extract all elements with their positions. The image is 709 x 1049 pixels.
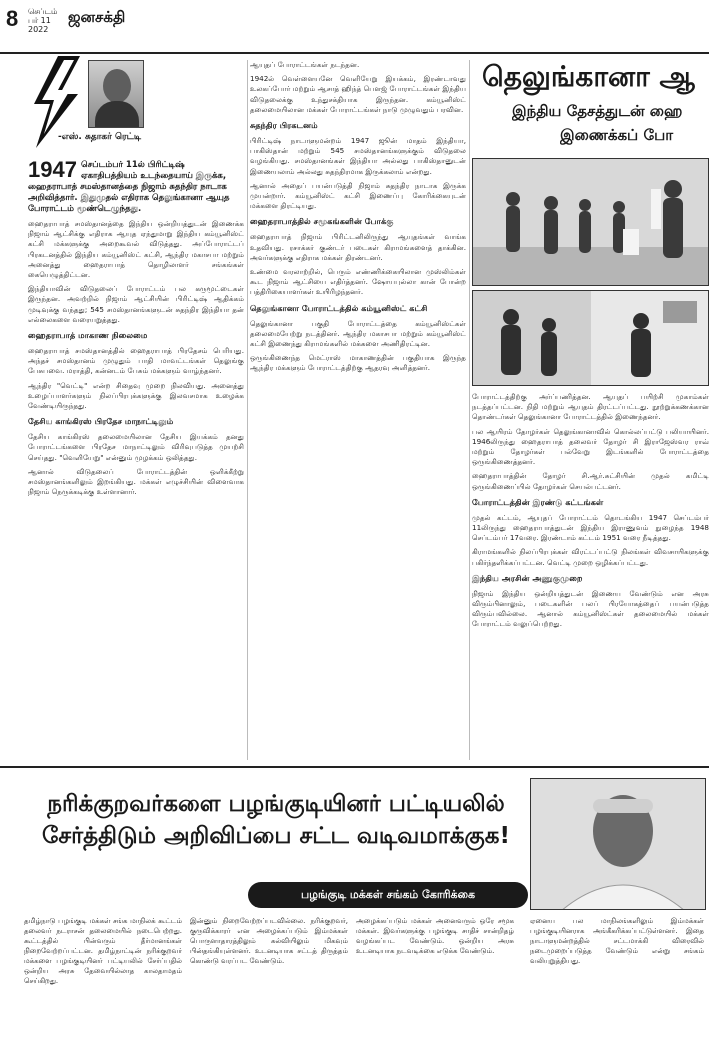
page-number: 8 [6,6,19,31]
banner-title: தெலுங்கானா ஆ [482,60,695,93]
paragraph: கிராமங்களில் நிலப்பிரபுக்கள் விரட்டப்பட்டு நிலங்கள் விவசாயிகளுக்கு பகிர்ந்தளிக்கப்பட்டன. வெட்டி முறை ஒழிக்கப்பட்டது. [472,547,709,567]
photo-illustration [531,779,706,910]
lead-text: செப்டம்பர் 11ல் பிரிட்டிஷ் ஏகாதிபத்தியம் உடந்தையாய் இருக்க, ஹைதராபாத் சமஸ்தானத்தை நிஜாம் சுதந்திர நாடாக அறிவித்தார். இதுமுதல் எதிராக தெலுங்கானா ஆயுத போராட்டம் மூண்டெழுந்தது. [28,160,230,214]
banner-subtitle: இந்திய தேசத்துடன் ஹை [512,102,683,120]
paper-name: ஜனசக்தி [68,8,126,26]
section-subhead: இந்திய அரசின் அணுகுமுறை [472,572,583,583]
paragraph: ஹைதராபாத் சமஸ்தானத்தில் ஹைதராபாத் பிரதேசம் பெரியது. அந்தச் சமஸ்தானம் முழுதும் பாதி மாவட்டங்கள் தெலுங்கு பேசுபவை. மராத்தி, கன்னடம் பேசும் மக்களும் வாழ்ந்தனர். [28,346,244,376]
paragraph: ஹைதராபாத் சமஸ்தானத்தை இந்திய ஒன்றியத்துடன் இணைக்க நிஜாம் ஆட்சிக்கு எதிராக ஆயுத ஏந்துமாறு இந்திய கம்யூனிஸ்ட் கட்சி மக்களுக்கு அறைகூவல் விடுத்தது. அப்போராட்டப் பிரகடனத்தில் இந்திய கம்யூனிஸ்ட் கட்சி, ஆந்திர மகாசபா மற்றும் அனைத்து ஹைதராபாத் தொழிலாளர் சங்கங்கள் கையெழுத்திட்டன. [28,219,244,280]
author-byline: -எஸ். சுதாகர் ரெட்டி [58,132,141,142]
bottom-column-text: இன்னும் நிறைவேற்றப்படவில்லை. நரிக்குறவர், குருவிக்காரர் என அழைக்கப்படும் இம்மக்கள் பொருளாதாரத்திலும் கல்வியிலும் மிகவும் பின்தங்கியுள்ளனர். உடனடியாக சட்டத் திருத்தம் கொண்டு வரப்பட வேண்டும். [190,917,348,965]
photo-illustration [473,159,709,286]
paragraph: ஆயுதப் போராட்டங்கள் நடந்தன. [250,60,360,69]
bottom-column-text: ஏனைய பல மாநிலங்களிலும் இம்மக்கள் பழங்குடியினராக அங்கீகரிக்கப்பட்டுள்ளனர். இதை நாடாளுமன்றத்தில் சட்டமாக்கி விரைவில் நடைமுறைப்படுத்த வேண்டும் என்று சங்கம் வலியுறுத்தியது. [530,917,704,965]
bottom-headline: நரிக்குறவர்களை பழங்குடியினர் பட்டியலில் சேர்த்திடும் அறிவிப்பை சட்ட வடிவமாக்குக! [42,791,510,849]
section-subhead: போராட்டத்தின் இரண்டு கட்டங்கள் [472,496,604,507]
paragraph: ஆனால் அதைப் பயன்படுத்தி நிஜாம் சுதந்திர நாடாக இருக்க முயன்றார். கம்யூனிஸ்ட் கட்சி இணைப்பு கோரிக்கையுடன் மக்களை திரட்டியது. [250,180,466,211]
paragraph: ஆனால் விடுதலைப் போராட்டத்தின் ஒளிக்கீற்று சமஸ்தானங்களிலும் இறங்கியது. மக்கள் எழுச்சியின் விளைவாக நிஜாம் நெருக்கடிக்கு உள்ளானார். [28,466,244,497]
historic-photo-women-march [472,158,709,286]
paragraph: உண்மை வரலாற்றில், பெரும் எண்ணிக்கையிலான முஸ்லிம்கள் கூட நிஜாம் ஆட்சியை எதிர்த்தனர். ஷோயபுல்லா கான் போன்ற பத்திரிகையாளர்கள் உயிரிழந்தனர். [250,267,466,297]
paragraph: ஹைதராபாத் நிஜாம் பிரிட்டனிலிருந்து ஆயுதங்கள் வாங்க உதவியது. ரசாக்கர் குண்டர் படைகள் கிராமங்களைத் தாக்கின. அவர்களுக்கு எதிராக மக்கள் திரண்டனர். [250,232,466,262]
section-subhead: ஹைதராபாத்தில் சமூகங்களின் போக்கு [250,216,394,227]
paragraph: இந்தியாவின் விடுதலைப் போராட்டம் பல கருமூட்டைகள் இருந்தன. அவற்றில் நிஜாம் ஆட்சியின் பிரிட்டிஷ் ஆதிக்கம் முடிவுக்கு வந்தது; 545 சமஸ்தானங்களுடன் சுதந்திர இந்தியா தன் எல்லைகளை வரையறுத்தது. [28,284,244,324]
column-divider [469,60,470,760]
leader-portrait-photo [530,778,706,910]
kicker-badge: பழங்குடி மக்கள் சங்கம் கோரிக்கை [248,882,528,908]
article-middle-column [250,56,466,374]
section-subhead: சுதந்திர பிரகடனம் [250,120,318,131]
bottom-story [0,766,709,1049]
paragraph: பல ஆயிரம் தோழர்கள் தெலுங்கானாவில் கொல்லப்பட்டு பலியாயினர். 1946லிருந்து ஹைதராபாத் தலைவர் தோழர் சி இராஜேஸ்வர ராவ் மற்றும் தோழர்கள் பல்வேறு இடங்களில் போராட்டத்தை ஒருங்கிணைத்தனர். [472,426,709,467]
bottom-column-text: தமிழ்நாடு பழங்குடி மக்கள் சங்க மாநிலக் கூட்டம் தலைவர் நடராசன் தலைமையில் நடைபெற்றது. கூட்டத்தில் பின்வரும் தீர்மானங்கள் நிறைவேற்றப்பட்டன. தமிழ்நாட்டின் நரிக்குறவர் மக்களை பழங்குடியினர் பட்டியலில் சேர்ப்பதில் ஒன்றிய அரசு தேவையில்லாத காலதாமதம் செய்கிறது. [24,917,182,985]
paragraph: போராட்டத்திற்கு அர்ப்பணித்தன. ஆயுதப் பயிற்சி முகாம்கள் நடத்தப்பட்டன. நிதி மற்றும் ஆயுதம் திரட்டப்பட்டது. நூற்றுக்கணக்கான தொண்டர்கள் தெலுங்கானா போராட்டத்தில் இணைந்தனர். [472,392,709,422]
article-left-column [28,56,244,497]
banner-subtitle: இணைக்கப் போ [560,126,674,144]
article-right-column [472,388,709,630]
paragraph: ஒருங்கிணைந்த மெட்ராஸ் மாகாணத்தின் பகுதியாக இருந்த ஆந்திர மக்களும் போராட்டத்திற்கு ஆதரவு அளித்தனர். [250,353,466,373]
bottom-column-text: அழைக்கப்படும் மக்கள் அனைவரும் ஒரே சமூக மக்கள். இவர்களுக்கு பழங்குடி சாதிச் சான்றிதழ் வழங்கப்பட வேண்டும். ஒன்றிய அரசு உடனடியாக நடவடிக்கை எடுக்க வேண்டும். [356,917,514,955]
article-lead [28,157,244,215]
section-subhead: தெலுங்கானா போராட்டத்தில் கம்யூனிஸ்ட் கட்சி [250,302,428,313]
paragraph: தேசிய காங்கிரஸ் தலைமையிலான தேசிய இயக்கம் தனது போராட்டங்களை பிரதேச மாநாட்டிலும் விரிவுபடுத்த முயற்சி செய்தது. "வெளியேறு" என்னும் முழக்கம் ஒலித்தது. [28,432,244,462]
photo-illustration [473,291,709,386]
column-divider [247,60,248,760]
paragraph: 1942ல் வெள்ளையனே வெளியேறு இயக்கம், இரண்டாவது உலகப்போர் மற்றும் ஆசாத் ஹிந்த் பௌஜ் போராட்டங்கள் இந்திய விடுதலைக்கு உந்துசக்தியாக இருந்தன. கம்யூனிஸ்ட் தலைமையிலான மக்கள் போராட்டங்கள் நாடு முழுவதும் பரவின. [250,74,466,114]
author-portrait [88,60,144,128]
masthead [0,0,709,54]
historic-photo-rally [472,290,709,386]
paragraph: பிரிட்டிஷ் நாடாளுமன்றம் 1947 ஜூன் மாதம் இந்தியா, பாகிஸ்தான் மற்றும் 545 சமஸ்தானங்களுக்கும் விடுதலை வழங்கியது. சமஸ்தானங்கள் இந்தியா அல்லது பாகிஸ்தானுடன் இணையலாம் அல்லது சுதந்திரமாக இருக்கலாம் என்றது. [250,136,466,176]
paragraph: ஆந்திர "வெட்டி" என்ற சிதைவு முறை நிலவியது. அனைத்து உழைப்பாளர்களும் நிலப்பிரபுக்களுக்கு இலவசமாக உழைக்க வேண்டியிருந்தது. [28,380,244,411]
issue-date: செப்டம் பர் 11 2022 [28,7,58,34]
feature-banner [472,56,709,156]
section-subhead: தேசிய காங்கிரஸ் பிரதேச மாநாட்டிலும் [28,416,174,427]
author-block [28,56,244,156]
section-subhead: ஹைதராபாத் மாகாண நிலைமை [28,330,148,341]
paragraph: ஹைதராபாத்தின் தோழர் சி.ஆர்.சுட்சியின் முதல் கமிட்டி ஒருங்கிணைப்பில் தோழர்கள் செயல்பட்டனர். [472,471,709,491]
paragraph: முதல் கட்டம், ஆயுதப் போராட்டம் தொடங்கிய 1947 செப்டம்பர் 11லிருந்து ஹைதராபாத்துடன் இந்திய இராணுவம் நுழைந்த 1948 செப்டம்பர் 17வரை. இரண்டாம் கட்டம் 1951 வரை நீடித்தது. [472,512,709,543]
paragraph: தெலுங்கானா பகுதி போராட்டத்தை கம்யூனிஸ்ட்கள் தலைமையேற்று நடத்தினர். ஆந்திர மகாசபா மற்றும் கம்யூனிஸ்ட் கட்சி இணைந்து கிராமங்களில் மக்களை அணிதிரட்டின. [250,318,466,349]
lead-year: 1947 [28,157,77,182]
paragraph: நிஜாம் இந்திய ஒன்றியத்துடன் இணைய வேண்டும் என அரசு விரும்பினாலும், படைகளின் பலப் பிரயோகத்தைப் பயன்படுத்த விரும்பவில்லை. ஆனால் கம்யூனிஸ்ட்கள் தலைமையில் மக்கள் போராட்டம் வலுப்பெற்றது. [472,588,709,629]
